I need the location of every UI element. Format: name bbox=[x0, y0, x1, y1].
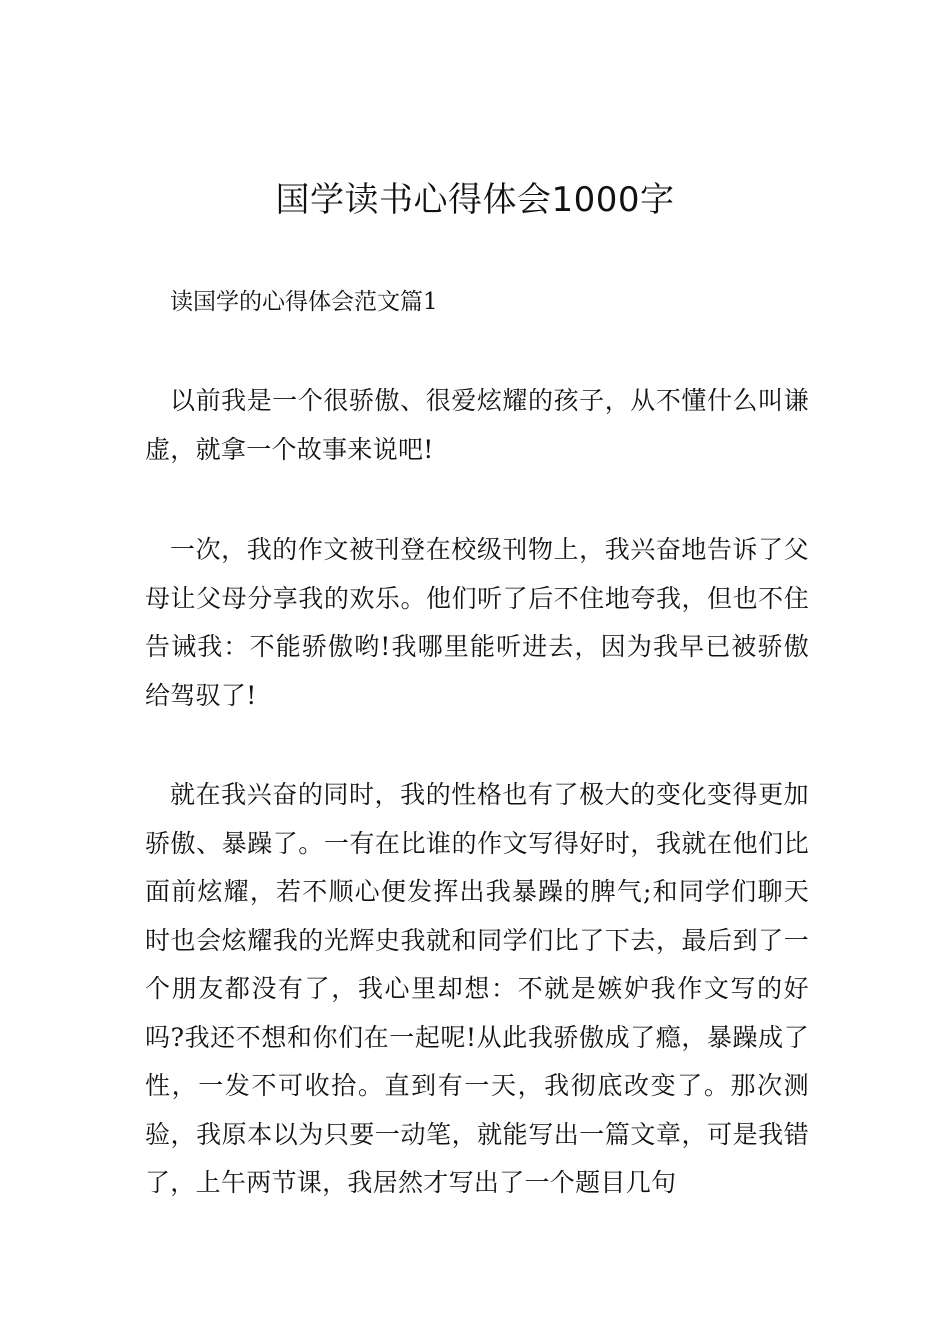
document-subtitle: 读国学的心得体会范文篇1 bbox=[170, 289, 438, 315]
paragraph-3: 就在我兴奋的同时，我的性格也有了极大的变化变得更加骄傲、暴躁了。一有在比谁的作文写得好时，我就在他们比面前炫耀，若不顺心便发挥出我暴躁的脾气;和同学们聊天时也会炫耀我的光辉史我就和同学们比了下去，最后到了一个朋友都没有了，我心里却想：不就是嫉妒我作文写的好吗?我还不想和你们在一起呢!从此我骄傲成了瘾，暴躁成了性，一发不可收拾。直到有一天，我彻底改变了。那次测验，我原本以为只要一动笔，就能写出一篇文章，可是我错了，上午两节课，我居然才写出了一个题目几句 bbox=[145, 780, 809, 1197]
paragraph-1: 以前我是一个很骄傲、很爱炫耀的孩子，从不懂什么叫谦虚，就拿一个故事来说吧! bbox=[145, 386, 809, 464]
paragraph-2: 一次，我的作文被刊登在校级刊物上，我兴奋地告诉了父母让父母分享我的欢乐。他们听了后不住地夸我，但也不住告诫我：不能骄傲哟!我哪里能听进去，因为我早已被骄傲给驾驭了! bbox=[145, 535, 809, 710]
document-title: 国学读书心得体会1000字 bbox=[275, 180, 675, 220]
